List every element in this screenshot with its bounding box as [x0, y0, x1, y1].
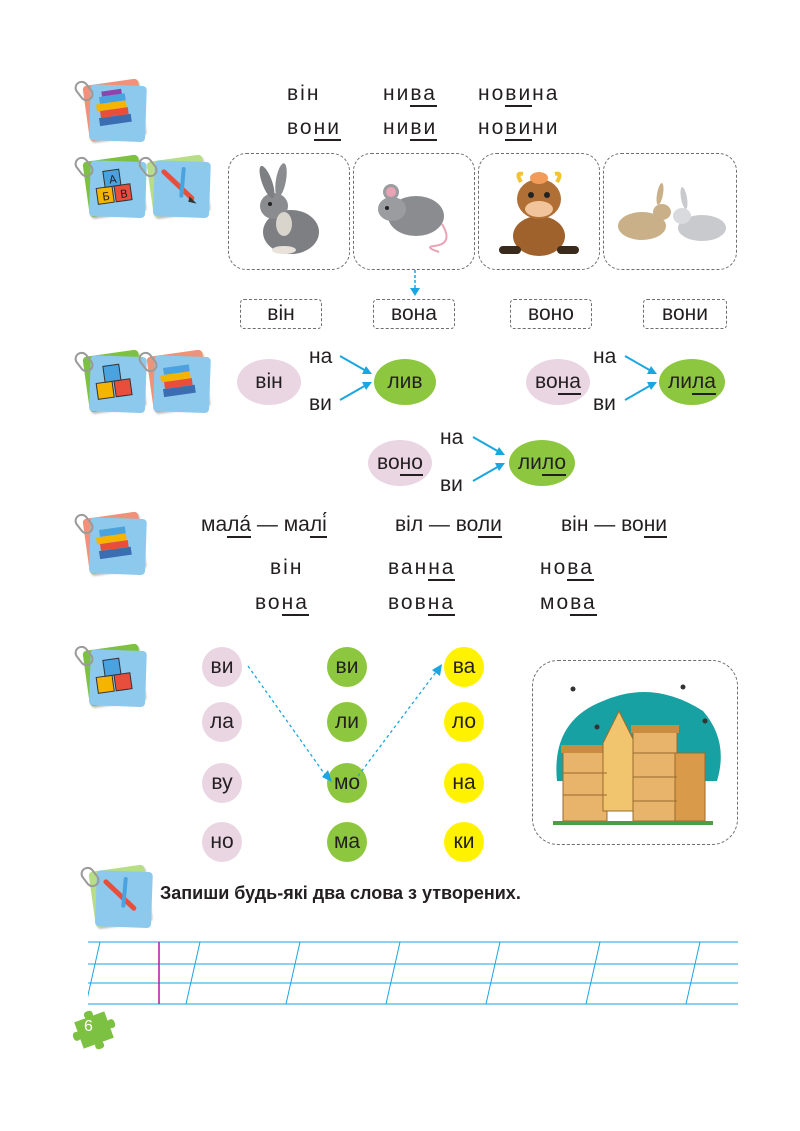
syllable-circle: [444, 822, 484, 862]
syllable-label: ву: [211, 771, 233, 794]
word-novyny: новини: [478, 116, 560, 139]
syllable-vy: ви: [593, 392, 616, 415]
page-number: 6: [84, 1018, 93, 1035]
pair-mala-mali: малá — малі́: [201, 513, 327, 536]
verb-oval-lyv: [374, 359, 436, 405]
verb-oval-lyla: [659, 359, 725, 405]
pronoun-vony-label: вони: [662, 302, 708, 325]
syllable-label: ла: [210, 710, 234, 733]
syllable-circle: [202, 763, 242, 803]
word-nyvy: ниви: [383, 116, 438, 139]
mouse-card: [353, 153, 475, 270]
rabbit-icon: [229, 154, 349, 269]
beehives-icon: [533, 661, 737, 844]
verb-oval-lyv-label: лив: [387, 370, 423, 393]
apiary-card: [532, 660, 738, 845]
arrow-down-icon: [405, 268, 425, 298]
word-vovna: вовна: [388, 591, 456, 614]
books-sticker-icon: [146, 349, 209, 412]
merge-arrows-icon: [621, 350, 661, 406]
pencil-sticker-icon: [88, 864, 151, 927]
rabbit-card: [228, 153, 350, 270]
syllable-circle: [202, 702, 242, 742]
syllable-label: мо: [333, 771, 361, 794]
svg-text:Б: Б: [101, 189, 111, 204]
syllable-label: ви: [335, 655, 359, 678]
svg-text:А: А: [108, 172, 118, 187]
word-vony: вони: [287, 116, 341, 139]
verb-oval-lyla-label: лила: [668, 370, 716, 393]
pronoun-oval-vin-label: він: [255, 370, 283, 393]
syllable-label: ли: [335, 710, 359, 733]
handwriting-lines[interactable]: [88, 938, 738, 1008]
syllable-na: на: [593, 345, 617, 368]
syllable-na: на: [309, 345, 333, 368]
syllable-vy: ви: [309, 392, 332, 415]
books-sticker-icon: [82, 78, 145, 141]
syllable-na: на: [440, 426, 464, 449]
syllable-label: ки: [453, 830, 475, 853]
rabbits-icon: [604, 154, 736, 269]
syllable-circle: [202, 822, 242, 862]
syllable-vy: ви: [440, 473, 463, 496]
syllable-label: но: [210, 830, 234, 853]
pronoun-vony: [643, 299, 727, 329]
word-nova: нова: [540, 556, 594, 579]
word-vona: вона: [255, 591, 309, 614]
pronoun-oval-vona: [526, 359, 590, 405]
syllable-label: ма: [333, 830, 361, 853]
word-vin: він: [287, 82, 321, 105]
abc-blocks-sticker-icon: [82, 643, 145, 706]
merge-arrows-icon: [469, 431, 509, 487]
syllable-circle: [444, 647, 484, 687]
syllable-circle: [444, 702, 484, 742]
mouse-icon: [354, 154, 474, 269]
syllable-label: ло: [451, 710, 477, 733]
pronoun-oval-vono-label: воно: [377, 451, 423, 474]
word-vanna: ванна: [388, 556, 456, 579]
connection-arrows-icon: [240, 660, 450, 790]
svg-text:В: В: [119, 187, 129, 202]
abc-blocks-sticker-icon: [82, 154, 145, 217]
books-sticker-icon: [82, 511, 145, 574]
syllable-circle: [327, 822, 367, 862]
pronoun-vono: [510, 299, 592, 329]
pronoun-oval-vin: [237, 359, 301, 405]
pair-vil-voly: віл — воли: [395, 513, 502, 536]
puzzle-piece-icon: [70, 1008, 118, 1050]
syllable-circle: [202, 647, 242, 687]
pronoun-vona-label: вона: [391, 302, 437, 325]
verb-oval-lylo-label: лило: [517, 451, 567, 474]
pronoun-oval-vona-label: вона: [535, 370, 581, 393]
pair-vin-vony: він — вони: [561, 513, 668, 536]
pronoun-vona: [373, 299, 455, 329]
syllable-label: ви: [210, 655, 234, 678]
pronoun-vin: [240, 299, 322, 329]
pronoun-vono-label: воно: [528, 302, 574, 325]
word-mova: мова: [540, 591, 597, 614]
task-instruction: Запиши будь-які два слова з утворених.: [160, 883, 521, 903]
bull-calf-icon: [479, 154, 599, 269]
merge-arrows-icon: [336, 350, 376, 406]
pronoun-vin-label: він: [267, 302, 295, 325]
word-nyva: нива: [383, 82, 437, 105]
rabbits-card: [603, 153, 737, 270]
verb-oval-lylo: [509, 440, 575, 486]
pronoun-oval-vono: [368, 440, 432, 486]
pencil-sticker-icon: [146, 154, 209, 217]
abc-blocks-sticker-icon: [82, 349, 145, 412]
word-novyna: новина: [478, 82, 560, 105]
syllable-label: ва: [452, 655, 476, 678]
syllable-circle: [444, 763, 484, 803]
syllable-label: на: [452, 771, 476, 794]
word-vin: він: [270, 556, 304, 579]
bull-calf-card: [478, 153, 600, 270]
